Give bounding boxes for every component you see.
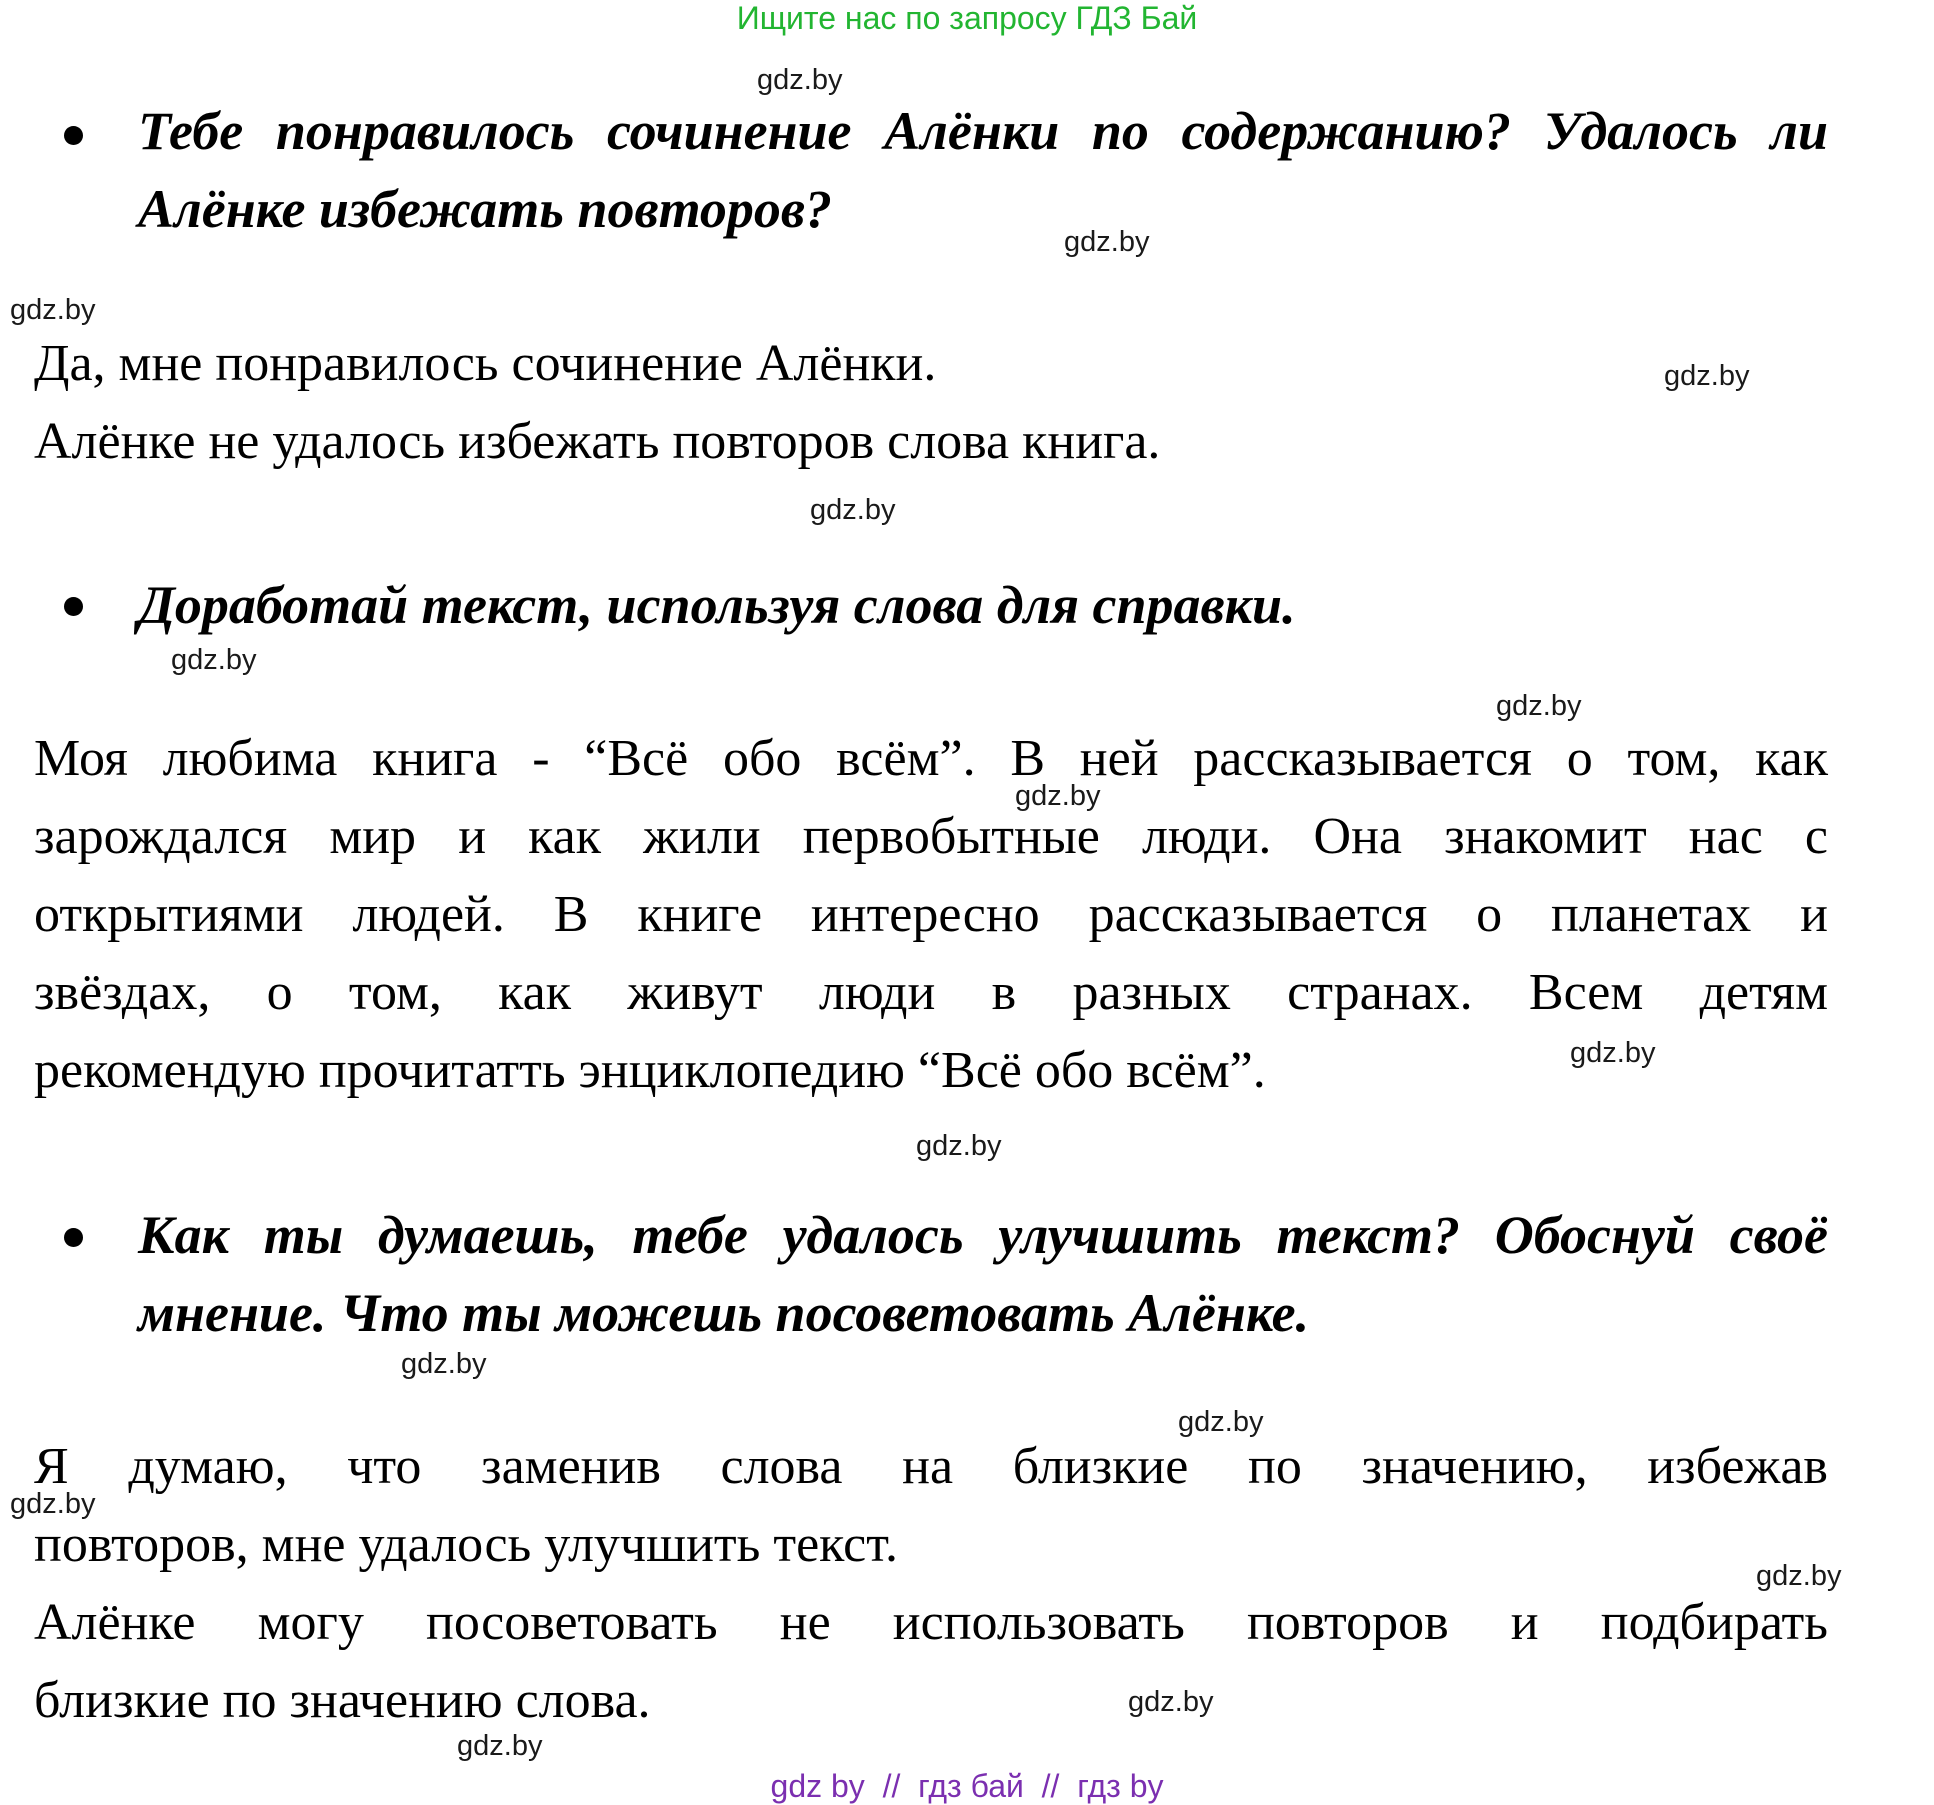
bullet-2 (64, 597, 83, 616)
watermark: gdz.by (1570, 1037, 1656, 1069)
answer-2-line-5: рекомендую прочитатть энциклопедию “Всё обо всём”. (34, 1042, 1266, 1099)
question-3: Как ты думаешь, тебе удалось улучшить текст? Обоснуй своё мнение. Что ты можешь посоветовать Алёнке. (138, 1205, 1828, 1343)
answer-3 (34, 1428, 1828, 1740)
watermark: gdz.by (1015, 780, 1101, 812)
watermark: gdz.by (10, 1488, 96, 1520)
answer-3-line-2: повторов, мне удалось улучшить текст. (34, 1516, 899, 1573)
watermark: gdz.by (10, 294, 96, 326)
watermark: gdz.by (757, 64, 843, 96)
watermark: gdz.by (1128, 1686, 1214, 1718)
answer-2 (34, 720, 1828, 1110)
answer-3-line-1: Я думаю, что заменив слова на близкие по значению, избежав (34, 1438, 1828, 1495)
watermark: gdz.by (810, 494, 896, 526)
watermark: gdz.by (916, 1130, 1002, 1162)
answer-3-line-3: Алёнке могу посоветовать не использовать повторов и подбирать (34, 1594, 1828, 1651)
question-2: Доработай текст, используя слова для справки. (138, 575, 1296, 635)
watermark: gdz.by (1496, 690, 1582, 722)
watermark: gdz.by (1178, 1406, 1264, 1438)
answer-1 (34, 325, 1828, 481)
watermark: gdz.by (457, 1730, 543, 1762)
watermark: gdz.by (401, 1348, 487, 1380)
answer-3-line-4: близкие по значению слова. (34, 1672, 651, 1729)
bullet-3 (64, 1228, 83, 1247)
footer-links: gdz by // гдз бай // гдз by (770, 1768, 1164, 1804)
bullet-1 (64, 126, 83, 145)
watermark: gdz.by (171, 644, 257, 676)
answer-1-line-1: Да, мне понравилось сочинение Алёнки. (34, 335, 937, 392)
watermark: gdz.by (1664, 360, 1750, 392)
answer-2-line-4: звёздах, о том, как живут люди в разных странах. Всем детям (34, 964, 1828, 1021)
watermark: gdz.by (1756, 1560, 1842, 1592)
answer-2-line-3: открытиями людей. В книге интересно рассказывается о планетах и (34, 886, 1828, 943)
answer-1-line-2: Алёнке не удалось избежать повторов слова книга. (34, 413, 1161, 470)
top-banner: Ищите нас по запросу ГДЗ Бай (736, 0, 1198, 36)
watermark: gdz.by (1064, 226, 1150, 258)
answer-2-line-2: зарождался мир и как жили первобытные люди. Она знакомит нас с (34, 808, 1828, 865)
question-1: Тебе понравилось сочинение Алёнки по содержанию? Удалось ли Алёнке избежать повторов? (138, 101, 1828, 239)
answer-2-line-1: Моя любима книга - “Всё обо всём”. В ней рассказывается о том, как (34, 730, 1828, 787)
